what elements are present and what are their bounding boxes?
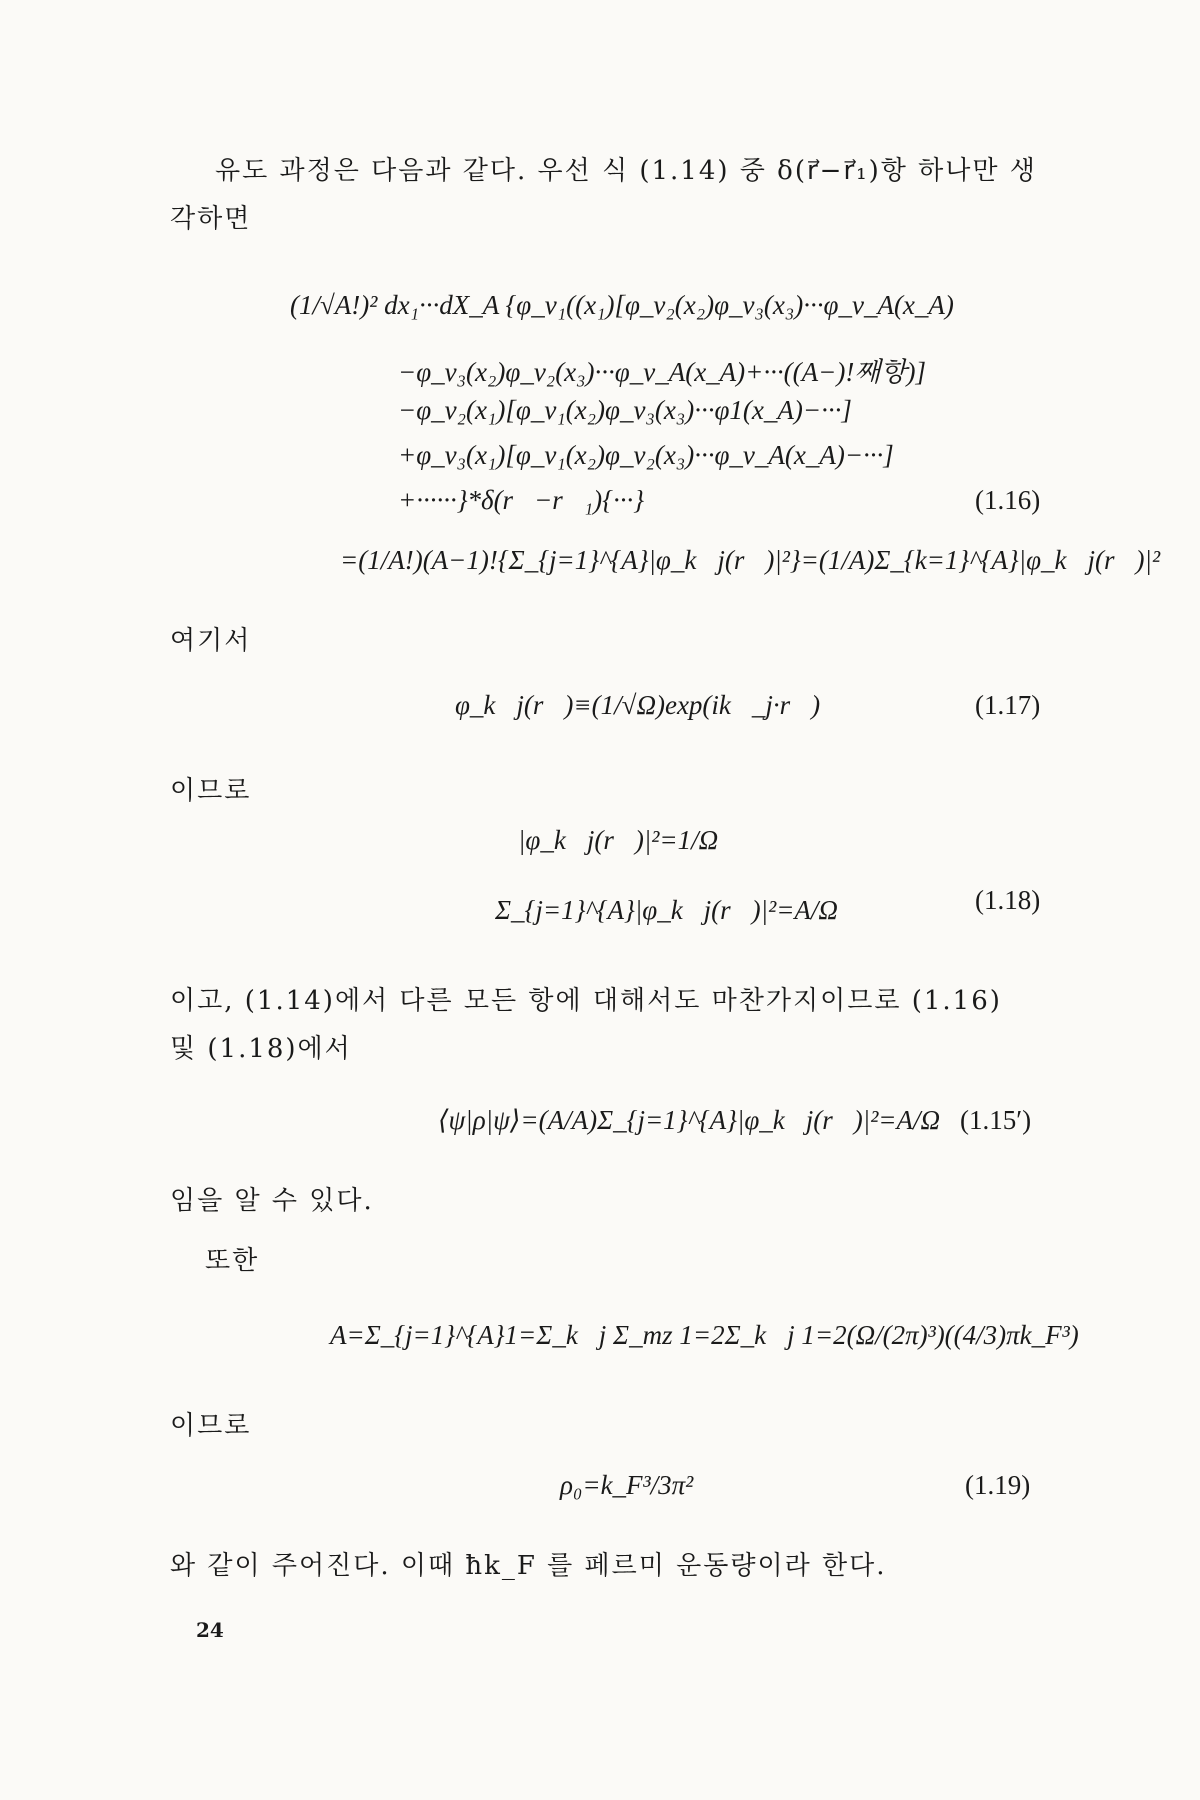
paragraph-line: 이므로 xyxy=(170,1411,252,1441)
paragraph-line: 또한 xyxy=(205,1246,260,1276)
paragraph-line: 각하면 xyxy=(170,204,252,234)
equation-number: (1.15′) xyxy=(960,1105,1032,1135)
equation-line: +······}*δ(r⃗−r⃗₁){···} xyxy=(398,485,645,515)
equation-number: (1.18) xyxy=(975,885,1041,915)
equation-line: (1/√A!)² dx₁···dX_A {φ_ν₁((x₁)[φ_ν₂(x₂)φ_ν₃(x₃)···φ_ν_A(x_A) xyxy=(290,290,954,320)
equation-line: =(1/A!)(A−1)!{Σ_{j=1}^{A}|φ_k⃗j(r⃗)|²}=(1/A)Σ_{k=1}^{A}|φ_k⃗j(r⃗)|² xyxy=(340,545,1161,575)
equation-line: φ_k⃗j(r⃗)≡(1/√Ω)exp(ik⃗_j·r⃗) xyxy=(455,690,821,720)
paragraph-line: 유도 과정은 다음과 같다. 우선 식 (1.14) 중 δ(r⃗−r⃗₁)항 하나만 생 xyxy=(215,156,1037,186)
paragraph-line: 이므로 xyxy=(170,776,252,806)
paragraph-line: 여기서 xyxy=(170,626,252,656)
equation-line: ρ₀=k_F³/3π² xyxy=(560,1470,694,1500)
paragraph-line: 및 (1.18)에서 xyxy=(170,1034,352,1064)
equation-line: Σ_{j=1}^{A}|φ_k⃗j(r⃗)|²=A/Ω xyxy=(495,895,838,925)
equation-line: −φ_ν₂(x₁)[φ_ν₁(x₂)φ_ν₃(x₃)···φ1(x_A)−···] xyxy=(398,395,852,425)
equation-line: |φ_k⃗j(r⃗)|²=1/Ω xyxy=(518,825,719,855)
paragraph-line: 와 같이 주어진다. 이때 ħk_F 를 페르미 운동량이라 한다. xyxy=(170,1551,887,1581)
paragraph-line: 임을 알 수 있다. xyxy=(170,1186,374,1216)
equation-number: (1.16) xyxy=(975,485,1041,515)
equation-number: (1.17) xyxy=(975,690,1041,720)
equation-line: −φ_ν₃(x₂)φ_ν₂(x₃)···φ_ν_A(x_A)+···((A−)!째항)] xyxy=(398,357,926,387)
equation-number: (1.19) xyxy=(965,1470,1031,1500)
equation-line: ⟨ψ|ρ|ψ⟩=(A/A)Σ_{j=1}^{A}|φ_k⃗j(r⃗)|²=A/Ω xyxy=(438,1105,941,1135)
equation-line: A=Σ_{j=1}^{A}1=Σ_k⃗j Σ_mz 1=2Σ_k⃗j 1=2(Ω/(2π)³)((4/3)πk_F³) xyxy=(330,1320,1079,1350)
page-number: 24 xyxy=(196,1618,224,1642)
paragraph-line: 이고, (1.14)에서 다른 모든 항에 대해서도 마찬가지이므로 (1.16) xyxy=(170,986,1002,1016)
equation-line: +φ_ν₃(x₁)[φ_ν₁(x₂)φ_ν₂(x₃)···φ_ν_A(x_A)−···] xyxy=(398,440,894,470)
